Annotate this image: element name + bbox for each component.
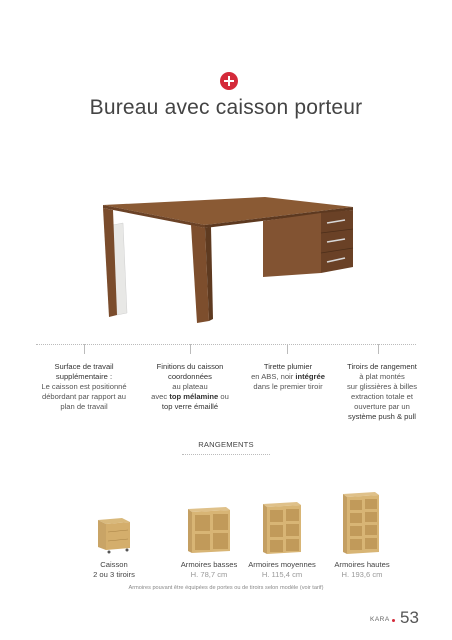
feature-text: Le caisson est positionné débordant par rapport au plan de travail [41,382,127,411]
caption-name: Armoires hautes [334,560,390,569]
caption-detail: H. 115,4 cm [261,570,303,579]
feature-heading: Surface de travail supplémentaire : [54,362,114,381]
feature-emphasis: top mélamine [169,392,219,401]
feature-heading: Tirette plumier [263,362,313,371]
feature-text: ou [218,392,229,401]
desk-illustration [95,195,365,325]
feature-text: en ABS, noir [251,372,296,381]
feature-text [240,372,336,382]
caption-name: Armoires moyennes [248,560,316,569]
feature-pen-tray [240,362,336,392]
page-title: Bureau avec caisson porteur [89,96,363,119]
feature-tick [84,344,85,354]
caption-name: Armoires basses [180,560,238,569]
feature-drawers [336,362,428,422]
feature-heading: Tiroirs de rangement [347,362,417,371]
low-cabinet-image [186,505,232,555]
caption-detail: H. 78,7 cm [190,570,228,579]
feature-text: dans le premier tiroir [253,382,323,391]
feature-emphasis: intégrée [295,372,325,381]
medium-cabinet-image [261,500,303,556]
high-cabinet-image [341,490,381,556]
footer-bullet [392,619,395,622]
feature-text: sur glissières à billes [346,382,418,391]
storage-footnote: Armoires pouvant être équipées de portes ou de tiroirs selon modèle (voir tarif) [128,585,324,591]
plus-circle-icon [220,72,238,90]
caption-caisson [74,560,154,580]
feature-text: extraction totale et [350,392,414,401]
feature-text: ouverture par un [354,402,410,411]
feature-surface [36,362,132,412]
feature-heading: coordonnées [168,372,212,381]
feature-heading: Finitions du caisson [156,362,224,371]
caisson-image [96,514,132,554]
page-number: 53 [400,608,419,627]
section-label: RANGEMENTS [198,440,254,449]
feature-text: à plat montés [359,372,405,381]
feature-guide-line [36,344,416,345]
feature-tick [378,344,379,354]
feature-tick [190,344,191,354]
feature-text [142,392,238,402]
footer-brand: KARA [370,616,390,623]
caption-medium-cabinet [238,560,326,580]
caption-name: Caisson [100,560,128,569]
caption-detail: 2 ou 3 tiroirs [93,570,135,579]
feature-heading: top verre émaillé [161,402,219,411]
caption-high-cabinet [320,560,404,580]
feature-heading: système push & pull [348,412,416,421]
section-divider [182,454,270,455]
feature-finishes [142,362,238,412]
feature-text: au plateau [172,382,208,391]
caption-detail: H. 193,6 cm [341,570,383,579]
feature-tick [287,344,288,354]
feature-text: avec [151,392,170,401]
